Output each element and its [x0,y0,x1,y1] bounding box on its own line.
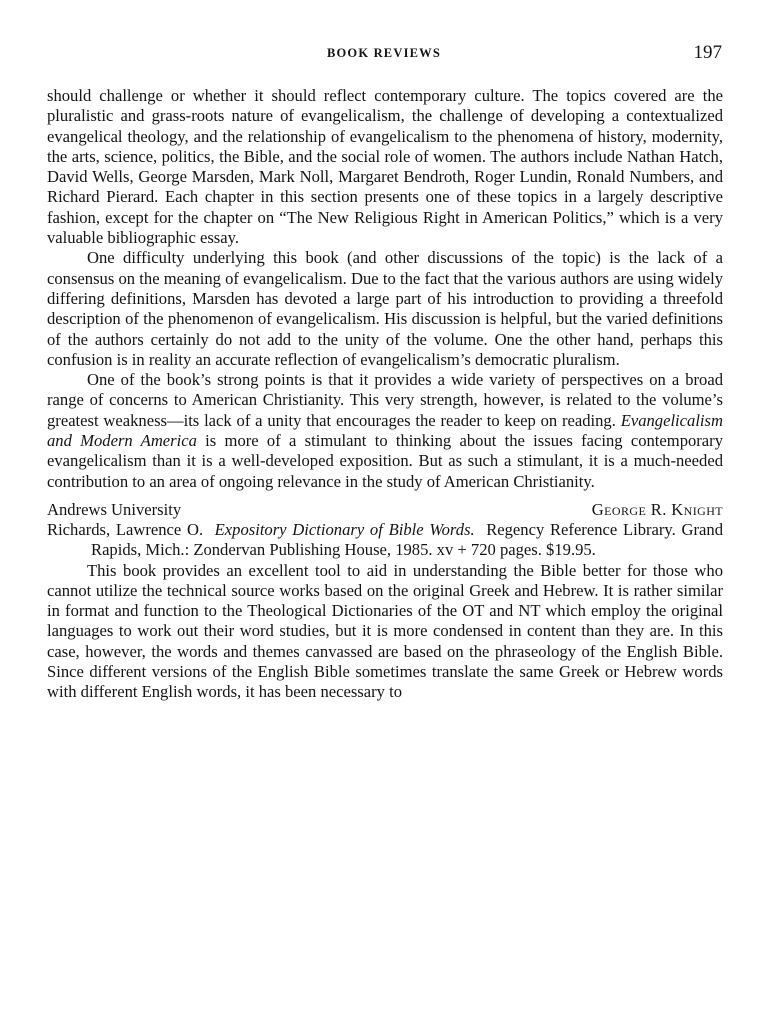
running-header [0,42,768,66]
reviewer-name: George R. Knight [591,499,723,519]
book-citation [47,520,723,561]
citation-publication: Regency Reference Library. Grand Rapids, Mich.: Zondervan Publishing House, 1985. xv + 720 pages. $19.95. [91,519,724,560]
page-body [47,86,723,703]
citation-author: Richards, Lawrence O. [47,519,204,539]
review1-paragraph-3 [47,370,723,492]
page-number: 197 [693,42,722,63]
review1-paragraph-2: One difficulty underlying this book (and other discussions of the topic) is the lack of a consensus on the meaning of evangelicalism. Due to the fact that the various authors are using widely differing definitions, Marsden has devoted a large part of his introduction to providing a threefold description of the phenomenon of evangelicalism. His discussion is helpful, but the varied definitions of the authors certainly do not add to the unity of the volume. One the other hand, perhaps this confusion is in reality an accurate reflection of evangelicalism’s democratic pluralism. [47,248,723,369]
citation-title: Expository Dictionary of Bible Words. [214,519,475,539]
paragraph-3-text-start: One of the book’s strong points is that it provides a wide variety of perspectives on a broad range of concerns to American Christianity. This very strength, however, is related to the volume’s greatest weakness—its lack of a unity that encourages the reader to keep on reading. [47,370,723,430]
reviewer-byline [47,500,723,520]
paragraph-3-text-end: is more of a stimulant to thinking about the issues facing contemporary evangelicalism than it is a well-developed exposition. But as such a stimulant, it is a much-needed contribution to an area of ongoing relevance in the study of American Christianity. [47,431,723,491]
review2-paragraph-1: This book provides an excellent tool to aid in understanding the Bible better for those who cannot utilize the technical source works based on the original Greek and Hebrew. It is rather similar in format and function to the Theological Dictionaries of the OT and NT which employ the original languages to work out their word studies, but it is more condensed in content than they are. In this case, however, the words and themes canvassed are based on the phraseology of the English Bible. Since different versions of the English Bible sometimes translate the same Greek or Hebrew words with different English words, it has been necessary to [47,560,723,702]
running-title: BOOK REVIEWS [326,46,442,60]
review1-paragraph-1: should challenge or whether it should reflect contemporary culture. The topics covered are the pluralistic and grass-roots nature of evangelicalism, the challenge of developing a contextualized evangelical theology, and the relationship of evangelicalism to the phenomena of history, modernity, the arts, science, politics, the Bible, and the social role of women. The authors include Nathan Hatch, David Wells, George Marsden, Mark Noll, Margaret Bendroth, Roger Lundin, Ronald Numbers, and Richard Pierard. Each chapter in this section presents one of these topics in a largely descriptive fashion, except for the chapter on “The New Religious Right in American Politics,” which is a very valuable bibliographic essay. [47,86,723,248]
review-evangelicalism [47,86,723,520]
review-bible-words [47,520,723,703]
book-title-italic: Evangelicalism and Modern America [47,410,723,451]
reviewer-affiliation: Andrews University [47,499,182,519]
